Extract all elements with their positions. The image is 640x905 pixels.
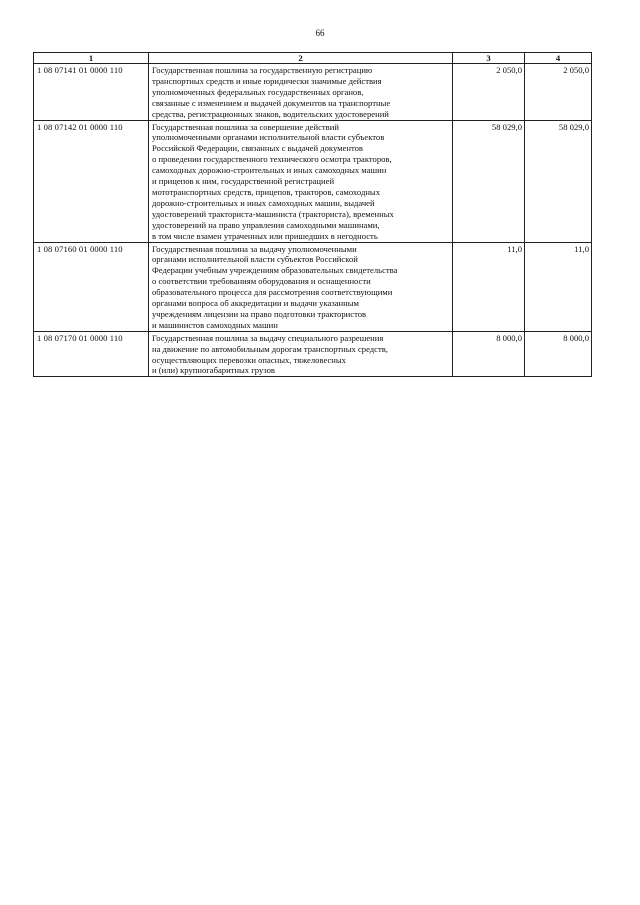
description-cell — [149, 242, 453, 331]
description-line: о проведении государственного технического осмотра тракторов, — [152, 154, 392, 165]
column-header-2: 2 — [149, 53, 453, 64]
description-line: и прицепов к ним, государственной регистрацией — [152, 176, 335, 187]
description-line: мототранспортных средств, прицепов, тракторов, самоходных — [152, 186, 380, 197]
description-line: и машинистов самоходных машин — [152, 319, 278, 330]
description-line: Федерации учебным учреждениям образовательных свидетельства — [152, 265, 398, 276]
description-line: связанные с изменением и выдачей документов на транспортные — [152, 97, 391, 108]
description-line: органами вопроса об аккредитации и выдачи указанным — [152, 298, 359, 309]
amount-column-3-cell: 8 000,0 — [453, 331, 525, 377]
description-line: транспортных средств и иные юридически значимые действия — [152, 75, 382, 86]
description-line: Государственная пошлина за выдачу специального разрешения — [152, 332, 384, 343]
description-line: о соответствии требованиям оборудования и оснащенности — [152, 276, 371, 287]
description-line: средства, регистрационных знаков, водительских удостоверений — [152, 108, 389, 119]
description-line: Российской Федерации, связанных с выдачей документов — [152, 143, 363, 154]
revenue-code-cell: 1 08 07142 01 0000 110 — [34, 120, 149, 242]
description-line: Государственная пошлина за выдачу уполномоченными — [152, 243, 357, 254]
amount-column-4-cell: 2 050,0 — [525, 64, 592, 121]
description-line: учреждениям лицензии на право подготовки трактористов — [152, 308, 367, 319]
description-line: удостоверений на право управления самоходными машинами, — [152, 219, 380, 230]
amount-column-4-cell: 11,0 — [525, 242, 592, 331]
amount-column-3-cell: 58 029,0 — [453, 120, 525, 242]
description-line: в том числе взамен утраченных или пришедших в негодность — [152, 230, 378, 241]
revenue-code-cell: 1 08 07170 01 0000 110 — [34, 331, 149, 377]
description-line: и (или) крупногабаритных грузов — [152, 365, 275, 376]
description-line: органами исполнительной власти субъектов Российской — [152, 254, 358, 265]
table-header-row — [34, 53, 592, 64]
column-header-4: 4 — [525, 53, 592, 64]
amount-column-3-cell: 11,0 — [453, 242, 525, 331]
description-cell — [149, 120, 453, 242]
page-number: 66 — [315, 28, 325, 38]
amount-column-4-cell: 8 000,0 — [525, 331, 592, 377]
description-line: Государственная пошлина за совершение действий — [152, 121, 339, 132]
description-line: Государственная пошлина за государственную регистрацию — [152, 65, 373, 75]
column-header-1: 1 — [34, 53, 149, 64]
amount-column-3-cell: 2 050,0 — [453, 64, 525, 121]
description-line: удостоверений тракториста-машиниста (тракториста), временных — [152, 208, 394, 219]
column-header-3: 3 — [453, 53, 525, 64]
description-line: на движение по автомобильным дорогам транспортных средств, — [152, 343, 388, 354]
description-line: осуществляющих перевозки опасных, тяжеловесных — [152, 354, 346, 365]
description-cell — [149, 64, 453, 121]
description-line: уполномоченными органами исполнительной власти субъектов — [152, 132, 385, 143]
table-row — [34, 120, 592, 242]
revenue-table — [33, 52, 592, 377]
description-line: самоходных дорожно-строительных и иных самоходных машин — [152, 165, 387, 176]
amount-column-4-cell: 58 029,0 — [525, 120, 592, 242]
table-row — [34, 242, 592, 331]
revenue-code-cell: 1 08 07160 01 0000 110 — [34, 242, 149, 331]
revenue-code-cell: 1 08 07141 01 0000 110 — [34, 64, 149, 121]
description-line: дорожно-строительных и иных самоходных машин, выдачей — [152, 197, 375, 208]
table-row — [34, 331, 592, 377]
description-line: образовательного процесса для рассмотрения соответствующими — [152, 287, 393, 298]
table-body — [34, 64, 592, 377]
table-row — [34, 64, 592, 121]
description-cell — [149, 331, 453, 377]
description-line: уполномоченных федеральных государственных органов, — [152, 86, 364, 97]
